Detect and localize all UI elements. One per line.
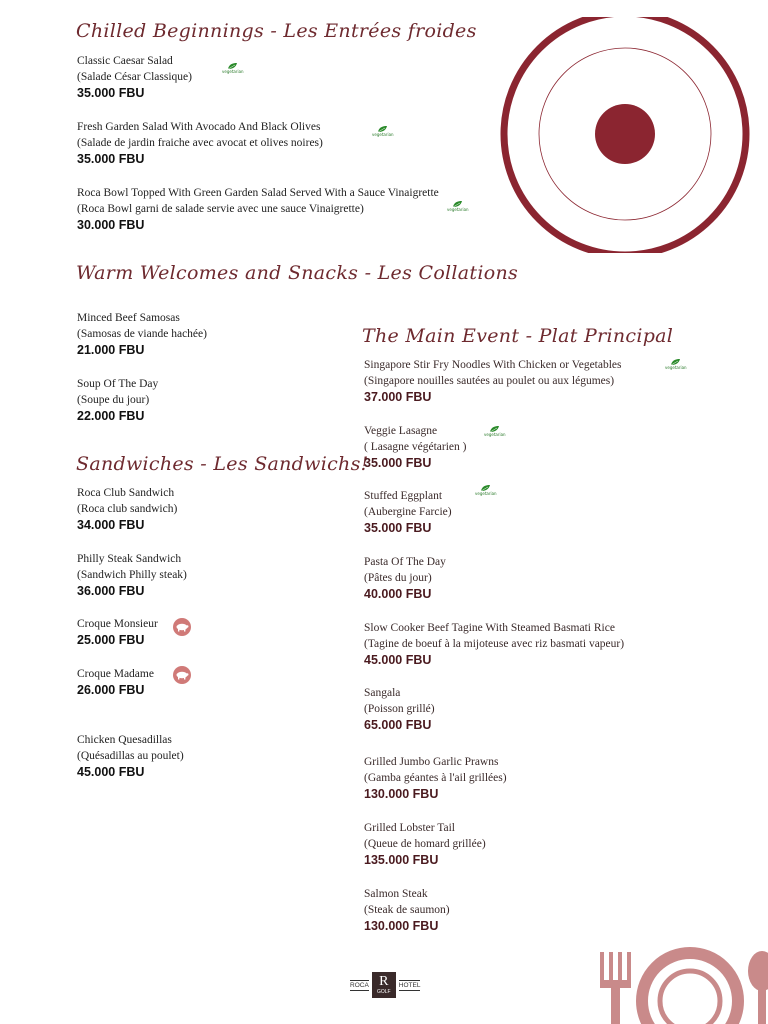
item-price: 40.000 FBU (364, 587, 432, 601)
item-price: 26.000 FBU (77, 683, 145, 697)
item-subtitle: (Soupe du jour) (77, 394, 150, 406)
plate-decoration (500, 17, 750, 253)
menu-item-samosas (77, 310, 207, 359)
item-name: Sangala (364, 687, 401, 699)
item-name: Roca Club Sandwich (77, 487, 175, 499)
section-title-cold: Chilled Beginnings - Les Entrées froides (76, 20, 477, 42)
pork-icon (173, 618, 191, 636)
menu-item-singapore-noodles (364, 357, 622, 406)
section-title-snacks: Warm Welcomes and Snacks - Les Collations (76, 262, 519, 284)
menu-item-salmon-steak (364, 886, 450, 935)
item-name: Salmon Steak (364, 888, 428, 900)
menu-item-pasta-of-day (364, 554, 446, 603)
item-price: 35.000 FBU (364, 456, 432, 470)
item-name: Stuffed Eggplant (364, 490, 443, 502)
item-subtitle: (Salade de jardin fraiche avec avocat et olives noires) (77, 137, 323, 149)
hotel-logo (350, 972, 420, 998)
item-name: Slow Cooker Beef Tagine With Steamed Basmati Rice (364, 622, 615, 634)
menu-item-club-sandwich (77, 485, 177, 534)
item-price: 37.000 FBU (364, 390, 432, 404)
vegetarian-icon: vegetarian (665, 358, 687, 370)
item-subtitle: (Poisson grillé) (364, 703, 435, 715)
menu-item-garden-salad (77, 119, 323, 168)
menu-item-sangala (364, 685, 435, 734)
item-name: Grilled Jumbo Garlic Prawns (364, 756, 499, 768)
pork-icon (173, 666, 191, 684)
section-title-main: The Main Event - Plat Principal (362, 325, 674, 347)
section-title-sandwiches: Sandwiches - Les Sandwichs! (76, 453, 369, 475)
item-name: Croque Madame (77, 668, 154, 680)
item-subtitle: (Queue de homard grillée) (364, 838, 486, 850)
menu-item-croque-madame (77, 666, 154, 699)
item-price: 65.000 FBU (364, 718, 432, 732)
item-subtitle: (Samosas de viande hachée) (77, 328, 207, 340)
item-price: 22.000 FBU (77, 409, 145, 423)
fork-plate-spoon-icon (598, 946, 768, 1024)
menu-item-garlic-prawns (364, 754, 507, 803)
item-subtitle: (Singapore nouilles sautées au poulet ou aux légumes) (364, 375, 615, 387)
item-price: 30.000 FBU (77, 218, 145, 232)
vegetarian-icon: vegetarian (447, 200, 469, 212)
item-subtitle: (Gamba géantes à l'ail grillées) (364, 772, 507, 784)
item-subtitle: (Pâtes du jour) (364, 572, 432, 584)
item-subtitle: (Roca club sandwich) (77, 503, 178, 515)
logo-right-text: HOTEL (398, 981, 421, 989)
menu-item-soup (77, 376, 158, 425)
item-name: Grilled Lobster Tail (364, 822, 455, 834)
item-price: 35.000 FBU (77, 152, 145, 166)
vegetarian-icon: vegetarian (372, 125, 394, 137)
item-subtitle: ( Lasagne végétarien ) (364, 441, 467, 453)
vegetarian-icon: vegetarian (484, 425, 506, 437)
menu-item-roca-bowl (77, 185, 439, 234)
item-price: 25.000 FBU (77, 633, 145, 647)
menu-item-quesadillas (77, 732, 184, 781)
item-subtitle: (Quésadillas au poulet) (77, 750, 184, 762)
vegetarian-icon: vegetarian (222, 62, 244, 74)
item-subtitle: (Aubergine Farcie) (364, 506, 452, 518)
menu-item-croque-monsieur (77, 616, 158, 649)
item-name: Croque Monsieur (77, 618, 158, 630)
item-subtitle: (Tagine de boeuf à la mijoteuse avec riz basmati vapeur) (364, 638, 625, 650)
item-price: 45.000 FBU (364, 653, 432, 667)
item-name: Pasta Of The Day (364, 556, 446, 568)
item-price: 130.000 FBU (364, 787, 439, 801)
item-price: 135.000 FBU (364, 853, 439, 867)
item-name: Minced Beef Samosas (77, 312, 180, 324)
menu-item-caesar-salad (77, 53, 192, 102)
menu-item-stuffed-eggplant (364, 488, 452, 537)
item-subtitle: (Salade César Classique) (77, 71, 192, 83)
item-subtitle: (Steak de saumon) (364, 904, 450, 916)
menu-item-philly-steak (77, 551, 187, 600)
item-name: Veggie Lasagne (364, 425, 438, 437)
menu-item-lobster-tail (364, 820, 486, 869)
logo-left-text: ROCA (350, 981, 369, 989)
menu-item-veggie-lasagne (364, 423, 466, 472)
item-name: Roca Bowl Topped With Green Garden Salad Served With a Sauce Vinaigrette (77, 187, 439, 199)
item-price: 35.000 FBU (364, 521, 432, 535)
item-price: 34.000 FBU (77, 518, 145, 532)
item-price: 130.000 FBU (364, 919, 439, 933)
menu-item-beef-tagine (364, 620, 624, 669)
item-name: Philly Steak Sandwich (77, 553, 182, 565)
vegetarian-icon: vegetarian (475, 484, 497, 496)
item-price: 45.000 FBU (77, 765, 145, 779)
item-name: Singapore Stir Fry Noodles With Chicken or Vegetables (364, 359, 622, 371)
item-name: Chicken Quesadillas (77, 734, 172, 746)
item-name: Classic Caesar Salad (77, 55, 173, 67)
logo-mark: R GOLF (372, 972, 396, 998)
item-price: 21.000 FBU (77, 343, 145, 357)
item-subtitle: (Roca Bowl garni de salade servie avec une sauce Vinaigrette) (77, 203, 364, 215)
item-name: Fresh Garden Salad With Avocado And Black Olives (77, 121, 321, 133)
item-name: Soup Of The Day (77, 378, 159, 390)
item-subtitle: (Sandwich Philly steak) (77, 569, 187, 581)
item-price: 35.000 FBU (77, 86, 145, 100)
item-price: 36.000 FBU (77, 584, 145, 598)
